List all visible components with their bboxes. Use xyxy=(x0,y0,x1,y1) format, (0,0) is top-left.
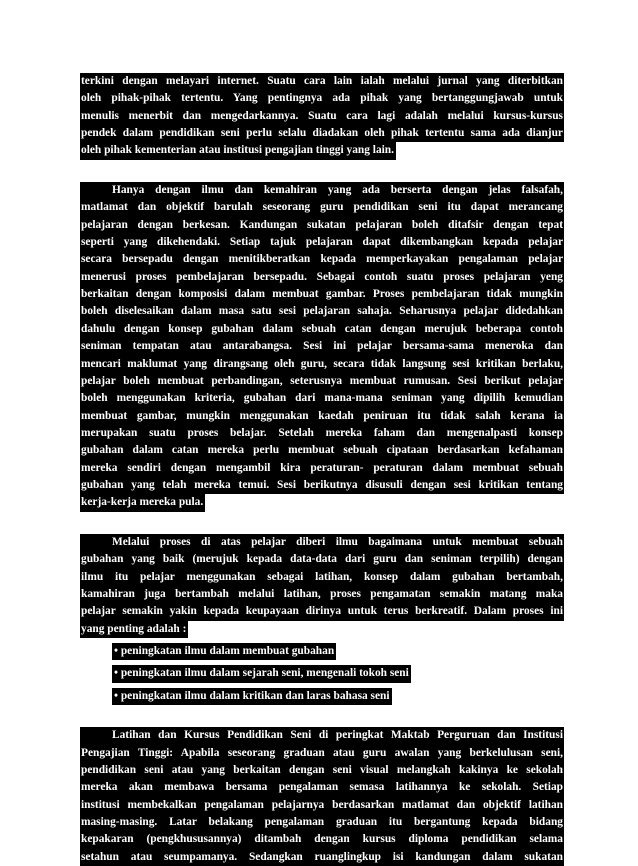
paragraph-2 xyxy=(80,182,564,517)
text-line: merupakan suatu proses belajar. Setelah mereka faham dan mengenalpasti konsep xyxy=(80,425,564,442)
text-line: yang penting adalah : xyxy=(80,621,188,638)
text-line: menulis menerbit dan mengedarkannya. Suatu cara lagi adalah melalui kursus-kursus xyxy=(80,108,564,125)
bullet-item: • peningkatan ilmu dalam kritikan dan laras bahasa seni xyxy=(112,688,392,705)
text-line: institusi membekalkan pengalaman pelajarnya berdasarkan matlamat dan objektif latihan xyxy=(80,797,564,814)
text-line: Hanya dengan ilmu dan kemahiran yang ada berserta dengan jelas falsafah, xyxy=(80,182,564,199)
text-line: ilmu itu pelajar menggunakan sebagai latihan, konsep dalam gubahan bertambah, xyxy=(80,569,564,586)
text-line: gubahan dalam catan mereka perlu membuat sebuah cipataan berdasarkan kefahaman xyxy=(80,442,564,459)
paragraph-gap xyxy=(80,710,564,727)
text-line: mereka akan membawa bersama pengalaman semasa latihannya ke sekolah. Setiap xyxy=(80,779,564,796)
text-line: seperti yang dikehendaki. Setiap tajuk pelajaran dapat dikembangkan kepada pelajar xyxy=(80,234,564,251)
text-line: oleh pihak kementerian atau institusi pengajian tinggi yang lain. xyxy=(80,142,396,159)
text-line: mencari maklumat yang dirangsang oleh guru, secara tidak langsung sesi kritikan berlaku, xyxy=(80,356,564,373)
text-line: kerja-kerja mereka pula. xyxy=(80,494,205,511)
text-line: masing-masing. Latar belakang pengalaman graduan itu bergantung kepada bidang xyxy=(80,814,564,831)
bullet-item: • peningkatan ilmu dalam sejarah seni, mengenali tokoh seni xyxy=(112,665,411,682)
text-line: kamahiran juga bertambah melalui latihan, proses pengamatan semakin matang maka xyxy=(80,586,564,603)
text-line: menerusi proses pembelajaran bersepadu. Sebagai contoh suatu proses pelajaran yeng xyxy=(80,269,564,286)
bullet-list xyxy=(80,643,564,710)
text-line: gubahan yang baik (merujuk kepada data-data dari guru dan seniman terpilih) dengan xyxy=(80,551,564,568)
text-line: Pengajian Tinggi: Apabila seseorang graduan atau guru awalan yang berkelulusan seni, xyxy=(80,745,564,762)
text-line: kepakaran (pengkhususannya) ditambah dengan kursus diploma pendidikan selama xyxy=(80,831,564,848)
text-line: pendidikan seni atau yang berkaitan dengan seni visual melangkah kakinya ke sekolah xyxy=(80,762,564,779)
text-line: pelajar boleh membuat perbandingan, seterusnya membuat rumusan. Sesi berikut pelajar xyxy=(80,373,564,390)
text-line: boleh diselesaikan dalam masa satu sesi pelajaran sahaja. Seharusnya pelajar didedahkan xyxy=(80,303,564,320)
paragraph-3 xyxy=(80,534,564,643)
text-line: dahulu dengan konsep gubahan dalam sebuah catan dengan merujuk beberapa contoh xyxy=(80,321,564,338)
document-body xyxy=(80,73,564,866)
paragraph-gap xyxy=(80,517,564,534)
text-line: pendek dalam pendidikan seni perlu selalu diadakan oleh pihak tertentu sama ada dianjur xyxy=(80,125,564,142)
text-line: terkini dengan melayari internet. Suatu cara lain ialah melalui jurnal yang diterbitkan xyxy=(80,73,564,90)
text-line: matlamat dan objektif barulah seseorang guru pendidikan seni itu dapat merancang xyxy=(80,199,564,216)
text-line: pelajar semakin yakin kepada keupayaan dirinya untuk terus berkreatif. Dalam proses ini xyxy=(80,603,564,620)
text-line: mereka sendiri dengan mengambil kira peraturan- peraturan dalam membuat sebuah xyxy=(80,460,564,477)
bullet-item: • peningkatan ilmu dalam membuat gubahan xyxy=(112,643,336,660)
text-line: boleh menggunakan kriteria, gubahan dari mana-mana seniman yang dipilih kemudian xyxy=(80,390,564,407)
text-line: Melalui proses di atas pelajar diberi ilmu bagaimana untuk membuat sebuah xyxy=(80,534,564,551)
text-line: oleh pihak-pihak tertentu. Yang pentingnya ada pihak yang bertanggungjawab untuk xyxy=(80,90,564,107)
text-line: seniman tempatan atau antarabangsa. Sesi ini pelajar bersama-sama meneroka dan xyxy=(80,338,564,355)
paragraph-4 xyxy=(80,727,564,866)
text-line: secara bersepadu dengan menitikberatkan kepada memperkayakan pengalaman pelajar xyxy=(80,251,564,268)
text-line: setahun atau seumpamanya. Sedangkan ruanglingkup isi kandungan dalam sukatan xyxy=(80,849,564,866)
text-line: membuat gambar, mungkin menggunakan kaedah peniruan itu tidak salah kerana ia xyxy=(80,408,564,425)
paragraph-1 xyxy=(80,73,564,165)
text-line: berkaitan dengan komposisi dalam membuat gambar. Proses pembelajaran tidak mungkin xyxy=(80,286,564,303)
text-line: Latihan dan Kursus Pendidikan Seni di peringkat Maktab Perguruan dan Institusi xyxy=(80,727,564,744)
text-line: gubahan yang telah mereka temui. Sesi berikutnya disusuli dengan sesi kritikan tentang xyxy=(80,477,564,494)
text-line: pelajaran dengan berkesan. Kandungan sukatan pelajaran boleh ditafsir dengan tepat xyxy=(80,217,564,234)
paragraph-gap xyxy=(80,165,564,182)
